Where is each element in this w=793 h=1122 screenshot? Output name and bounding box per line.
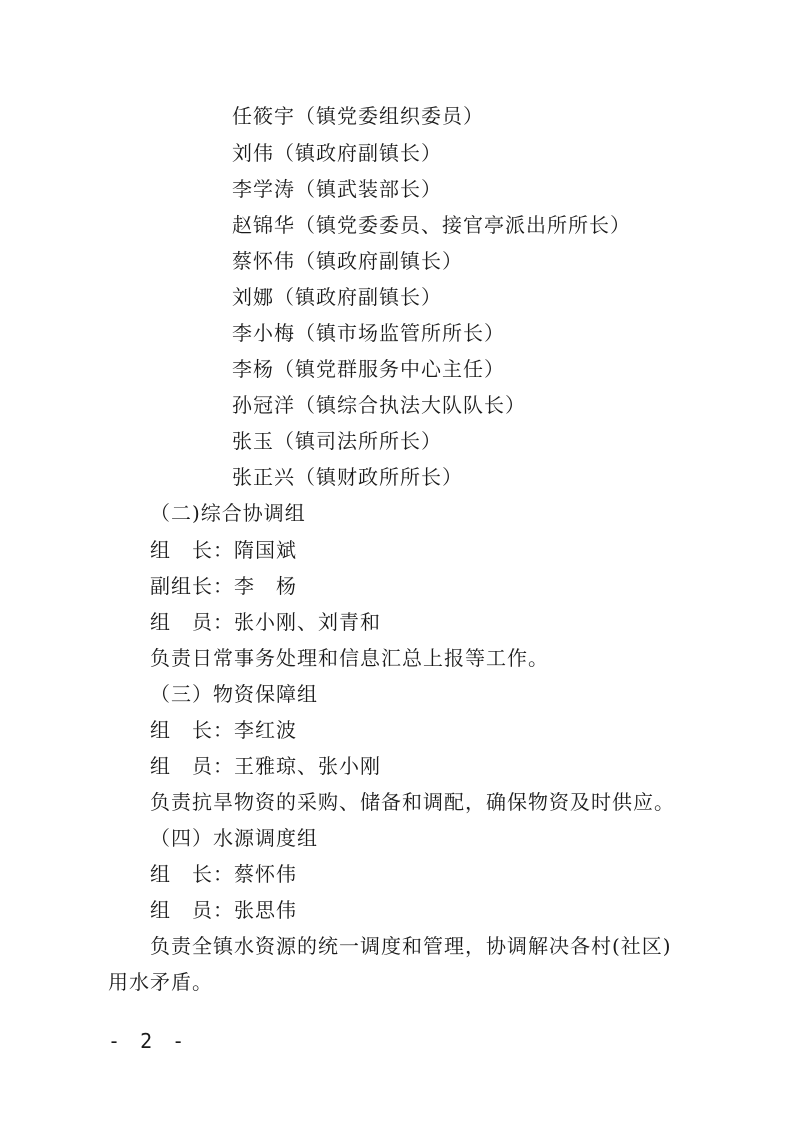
member-line: 赵锦华（镇党委委员、接官亭派出所所长） [232,213,631,237]
group-leader: 组 长：蔡怀伟 [150,862,297,886]
member-line: 刘娜（镇政府副镇长） [232,285,442,309]
section-heading-water-dispatch: （四）水源调度组 [150,826,318,850]
member-line: 孙冠洋（镇综合执法大队队长） [232,393,526,417]
page-number: - 2 - [108,1029,189,1053]
group-members: 组 员：王雅琼、张小刚 [150,754,381,778]
member-line: 张正兴（镇财政所所长） [232,465,463,489]
group-members: 组 员：张思伟 [150,898,297,922]
member-line: 刘伟（镇政府副镇长） [232,141,442,165]
section-heading-supplies: （三）物资保障组 [150,682,318,706]
member-line: 李杨（镇党群服务中心主任） [232,357,505,381]
group-members: 组 员：张小刚、刘青和 [150,610,381,634]
group-duty: 负责抗旱物资的采购、储备和调配，确保物资及时供应。 [150,790,675,814]
group-duty: 负责日常事务处理和信息汇总上报等工作。 [150,646,549,670]
group-deputy-leader: 副组长：李 杨 [150,574,297,598]
member-line: 张玉（镇司法所所长） [232,429,442,453]
member-line: 李学涛（镇武装部长） [232,177,442,201]
group-leader: 组 长：隋国斌 [150,538,297,562]
member-line: 李小梅（镇市场监管所所长） [232,321,505,345]
section-heading-coordination: （二)综合协调组 [150,501,306,525]
group-duty: 负责全镇水资源的统一调度和管理，协调解决各村(社区) [150,934,672,958]
group-leader: 组 长：李红波 [150,718,297,742]
group-duty-continued: 用水矛盾。 [108,970,213,994]
member-line: 蔡怀伟（镇政府副镇长） [232,249,463,273]
member-line: 任筱宇（镇党委组织委员） [232,104,484,128]
